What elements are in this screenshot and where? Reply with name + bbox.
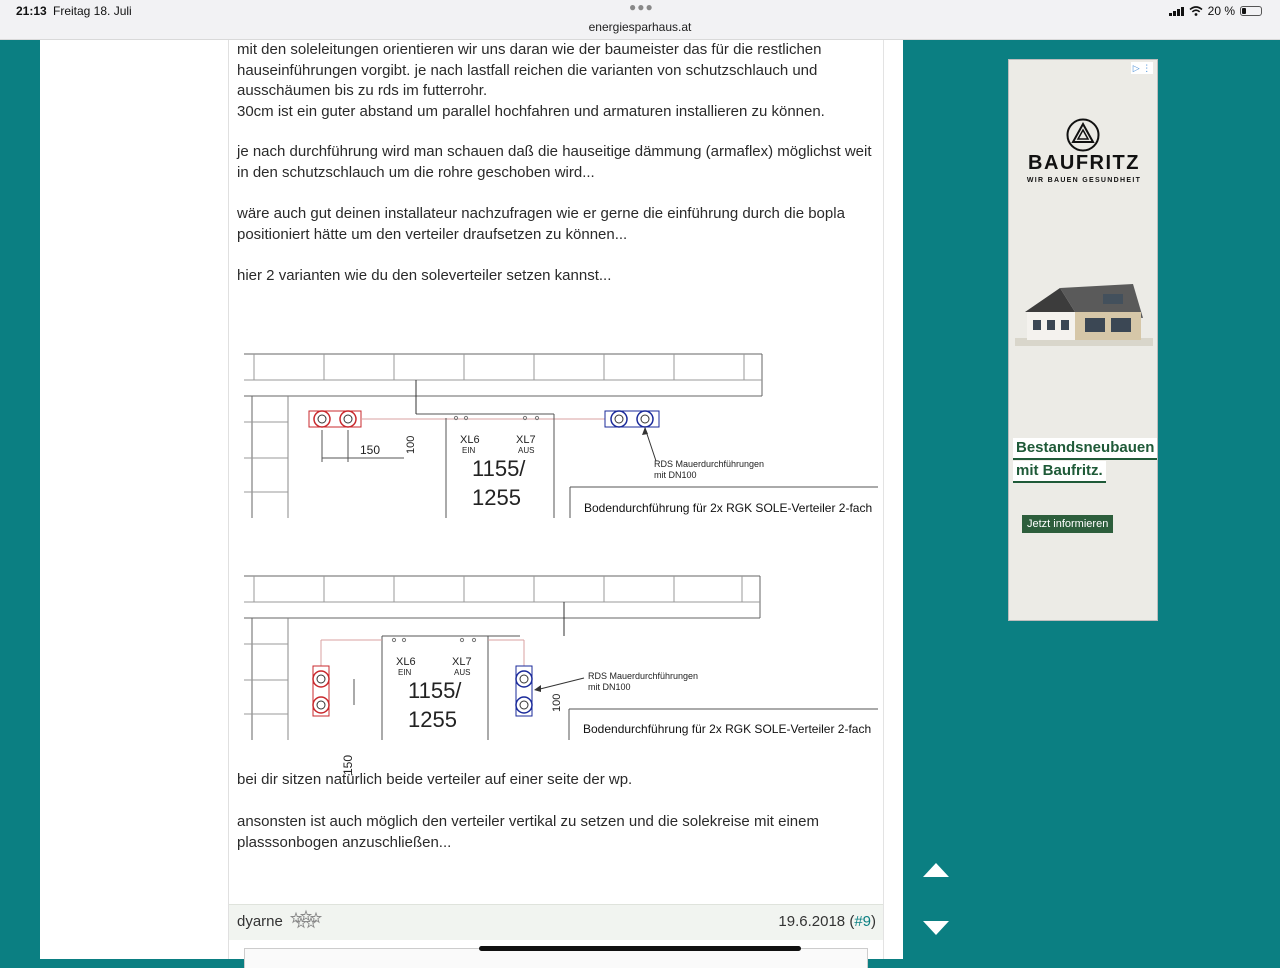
rds-label-line2: mit DN100: [654, 470, 697, 480]
post-number-link[interactable]: #9: [854, 913, 871, 930]
battery-percent: 20 %: [1207, 4, 1235, 18]
chevron-up-icon: [923, 863, 949, 877]
drawing-caption: Bodendurchführung für 2x RGK SOLE-Verteiler 2-fach: [583, 722, 872, 736]
dimension-150: 150: [360, 443, 381, 457]
home-indicator[interactable]: [479, 946, 801, 951]
label-ein: EIN: [398, 668, 412, 677]
drawing-caption: Bodendurchführung für 2x RGK SOLE-Verteiler 2-fach: [584, 501, 873, 515]
house-image: [1015, 282, 1153, 352]
ad-tagline: WIR BAUEN GESUNDHEIT: [1026, 177, 1142, 184]
cellular-signal-icon: [1169, 7, 1184, 16]
clock: 21:13: [16, 4, 47, 18]
status-icons: [1169, 4, 1262, 18]
ad-headline-line2: mit Baufritz.: [1013, 461, 1106, 483]
next-post-header: [229, 904, 884, 940]
size-label-bottom: 1255: [472, 485, 521, 510]
rds-label-line1: RDS Mauerdurchführungen: [654, 459, 765, 469]
baufritz-advertisement[interactable]: [1008, 59, 1158, 621]
dimension-100: 100: [405, 435, 417, 454]
more-dots-icon[interactable]: ●●●: [629, 0, 654, 14]
ad-brand: BAUFRITZ: [1028, 152, 1140, 174]
ad-cta-button[interactable]: Jetzt informieren: [1022, 515, 1113, 533]
next-post-body: [244, 948, 868, 968]
post-paragraph: je nach durchführung wird man schauen daß die hauseitige dämmung (armaflex) möglichst weit in den schutzschlauch um die rohre geschoben wird...: [237, 143, 872, 181]
left-sidebar-panel: [40, 40, 229, 959]
status-bar: [0, 0, 1280, 40]
technical-drawing-variant-1[interactable]: [244, 350, 878, 520]
forum-post: [229, 40, 884, 959]
post-paragraph: wäre auch gut deinen installateur nachzufragen wie er gerne die einführung durch die bopla positioniert hätte um den verteiler draufsetzen zu können...: [237, 205, 845, 243]
technical-drawing-variant-2[interactable]: [244, 572, 878, 775]
adchoices-icon[interactable]: ▷ ⋮: [1132, 63, 1152, 73]
address-bar-url[interactable]: energiesparhaus.at: [588, 20, 692, 34]
ad-headline-line1: Bestandsneubauen: [1013, 438, 1157, 460]
post-paragraph: ansonsten ist auch möglich den verteiler vertikal zu setzen und die solekreise mit einem plasssonbogen anzuschließen...: [237, 813, 819, 851]
dimension-100: 100: [551, 693, 563, 712]
size-label-top: 1155/: [408, 678, 462, 703]
post-ref-open: (: [849, 913, 855, 930]
baufritz-logo-icon: [1065, 118, 1101, 152]
size-label-bottom: 1255: [408, 707, 457, 732]
label-aus: AUS: [518, 446, 535, 455]
size-label-top: 1155/: [472, 456, 526, 481]
date-label: Freitag 18. Juli: [53, 4, 132, 18]
label-aus: AUS: [454, 668, 471, 677]
label-xl7: XL7: [452, 656, 472, 668]
post-ref-close: ): [871, 913, 876, 930]
chevron-down-icon: [923, 921, 949, 935]
ad-headline: [1013, 438, 1157, 484]
post-paragraph: mit den soleleitungen orientieren wir uns daran wie der baumeister das für die restlichen hauseinführungen vorgibt. je nach lastfall reichen die varianten von schutzschlauch und ausschäumen bis zu rds im futterrohr. 30cm ist ein guter abstand um parallel hochfahren und armaturen installieren zu können.: [237, 41, 825, 120]
label-ein: EIN: [462, 446, 476, 455]
post-paragraph: hier 2 varianten wie du den soleverteiler setzen kannst...: [237, 267, 612, 284]
post-date: [778, 913, 876, 930]
post-paragraph: bei dir sitzen natürlich beide verteiler auf einer seite der wp.: [237, 771, 633, 788]
label-xl6: XL6: [396, 656, 416, 668]
post-date-text: 19.6.2018: [778, 913, 846, 930]
wifi-icon: [1189, 6, 1203, 16]
rank-stars-icon: [291, 910, 321, 928]
post-author[interactable]: dyarne: [237, 913, 283, 930]
rds-label-line2: mit DN100: [588, 682, 631, 692]
dimension-150: 150: [341, 754, 355, 775]
label-xl7: XL7: [516, 434, 536, 446]
scroll-down-button[interactable]: [916, 910, 956, 946]
label-xl6: XL6: [460, 434, 480, 446]
scroll-up-button[interactable]: [916, 852, 956, 888]
rds-label-line1: RDS Mauerdurchführungen: [588, 671, 699, 681]
right-margin: [884, 40, 903, 959]
battery-icon: [1240, 6, 1262, 16]
